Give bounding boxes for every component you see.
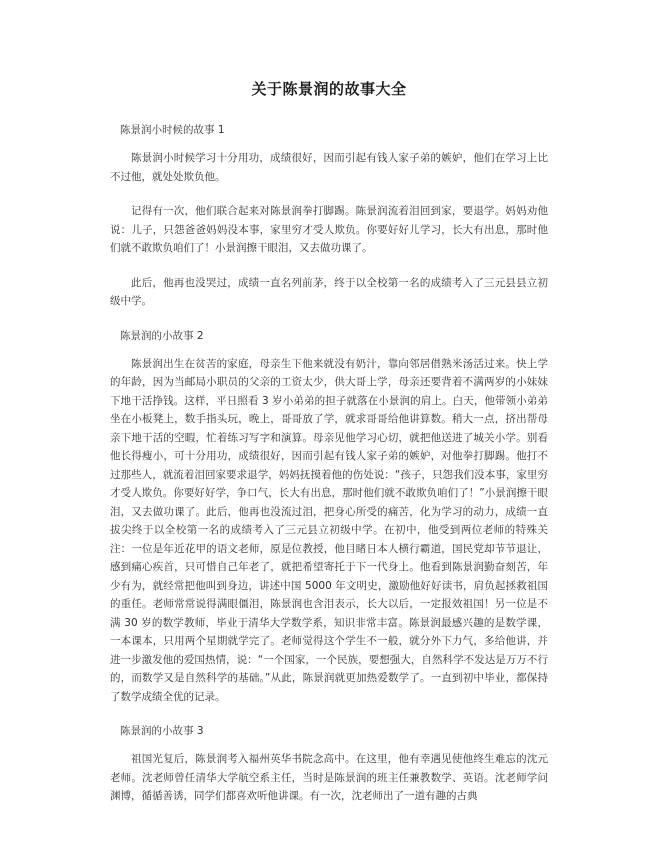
section-heading: 陈景润的小故事 3 bbox=[120, 725, 204, 737]
paragraph: 陈景润小时候学习十分用功，成绩很好，因而引起有钱人家子弟的嫉妒，他们在学习上比不过他，就处处欺负他。 bbox=[110, 152, 548, 183]
section-heading: 陈景润的小故事 2 bbox=[120, 329, 204, 342]
story-section-2 bbox=[110, 327, 548, 707]
paragraph: 记得有一次，他们联合起来对陈景润拳打脚踢。陈景润流着泪回到家，要退学。妈妈劝他说：儿子，只怨爸爸妈妈没本事，家里穷才受人欺负。你要好好儿学习，长大有出息，那时他们就不敢欺负咱们了！小景润擦干眼泪，又去做功课了。 bbox=[110, 205, 548, 254]
story-section-1 bbox=[110, 121, 548, 311]
section-heading: 陈景润小时候的故事 1 bbox=[120, 124, 225, 136]
document-title: 关于陈景润的故事大全 bbox=[251, 80, 407, 98]
paragraph: 祖国光复后，陈景润考入福州英华书院念高中。在这里，他有幸遇见使他终生难忘的沈元老师。沈老师曾任清华大学航空系主任，当时是陈景润的班主任兼教数学、英语。沈老师学问渊博，循循善诱，同学们都喜欢听他讲课。有一次，沈老师出了一道有趣的古典 bbox=[110, 753, 548, 802]
story-section-3 bbox=[110, 722, 548, 806]
paragraph: 陈景润出生在贫苦的家庭，母亲生下他来就没有奶汁，靠向邻居借熟米汤活过来。快上学的年龄，因为当邮局小职员的父亲的工资太少，供大哥上学，母亲还要背着不满两岁的小妹妹下地干活挣钱。这样，平日照看 3 岁小弟弟的担子就落在小景润的肩上。白天，他带领小弟弟坐在小板凳上，数手指头玩，晚上，哥哥放了学，就求哥哥给他讲算数。稍大一点，挤出帮母亲下地干活的空暇，忙着练习写字和演算。母亲见他学习心切，就把他送进了城关小学。别看他长得瘦小，可十分用功，成绩很好，因而引起有钱人家子弟的嫉妒，对他拳打脚踢。他打不过那些人，就流着泪回家要求退学，妈妈抚摸着他的伤处说：“孩子，只怨我们没本事，家里穷才受人欺负。你要好好学，争口气，长大有出息，那时他们就不敢欺负咱们了！”小景润擦干眼泪，又去做功课了。此后，他再也没流过泪，把身心所受的痛苦，化为学习的动力，成绩一直拔尖终于以全校第一名的成绩考入了三元县立初级中学。在初中，他受到两位老师的特殊关注：一位是年近花甲的语文老师，原是位教授，他目睹日本人横行霸道，国民党却节节退让，感到痛心疾首，只可惜自己年老了，就把希望寄托于下一代身上。他看到陈景润勤奋刻苦，年少有为，就经常把他叫到身边，讲述中国 5000 年文明史，激励他好好读书，肩负起拯救祖国的重任。老师常常说得满眼僵泪，陈景润也含泪表示，长大以后，一定报效祖国！另一位是不满 30 岁的数学教师，毕业于清华大学数学系，知识非常丰富。陈景润最感兴趣的是数学课，一本课本，只用两个星期就学完了。老师觉得这个学生不一般，就分外下力气，多给他讲，并进一步激发他的爱国热情，说：“一个国家，一个民族，要想强大，自然科学不发达是万万不行的，而数学又是自然科学的基础。”从此，陈景润就更加热爱数学了。一直到初中毕业，都保持了数学成绩全优的记录。 bbox=[110, 357, 548, 703]
paragraph: 此后，他再也没哭过，成绩一直名列前茅，终于以全校第一名的成绩考入了三元县县立初级中学。 bbox=[110, 276, 548, 307]
